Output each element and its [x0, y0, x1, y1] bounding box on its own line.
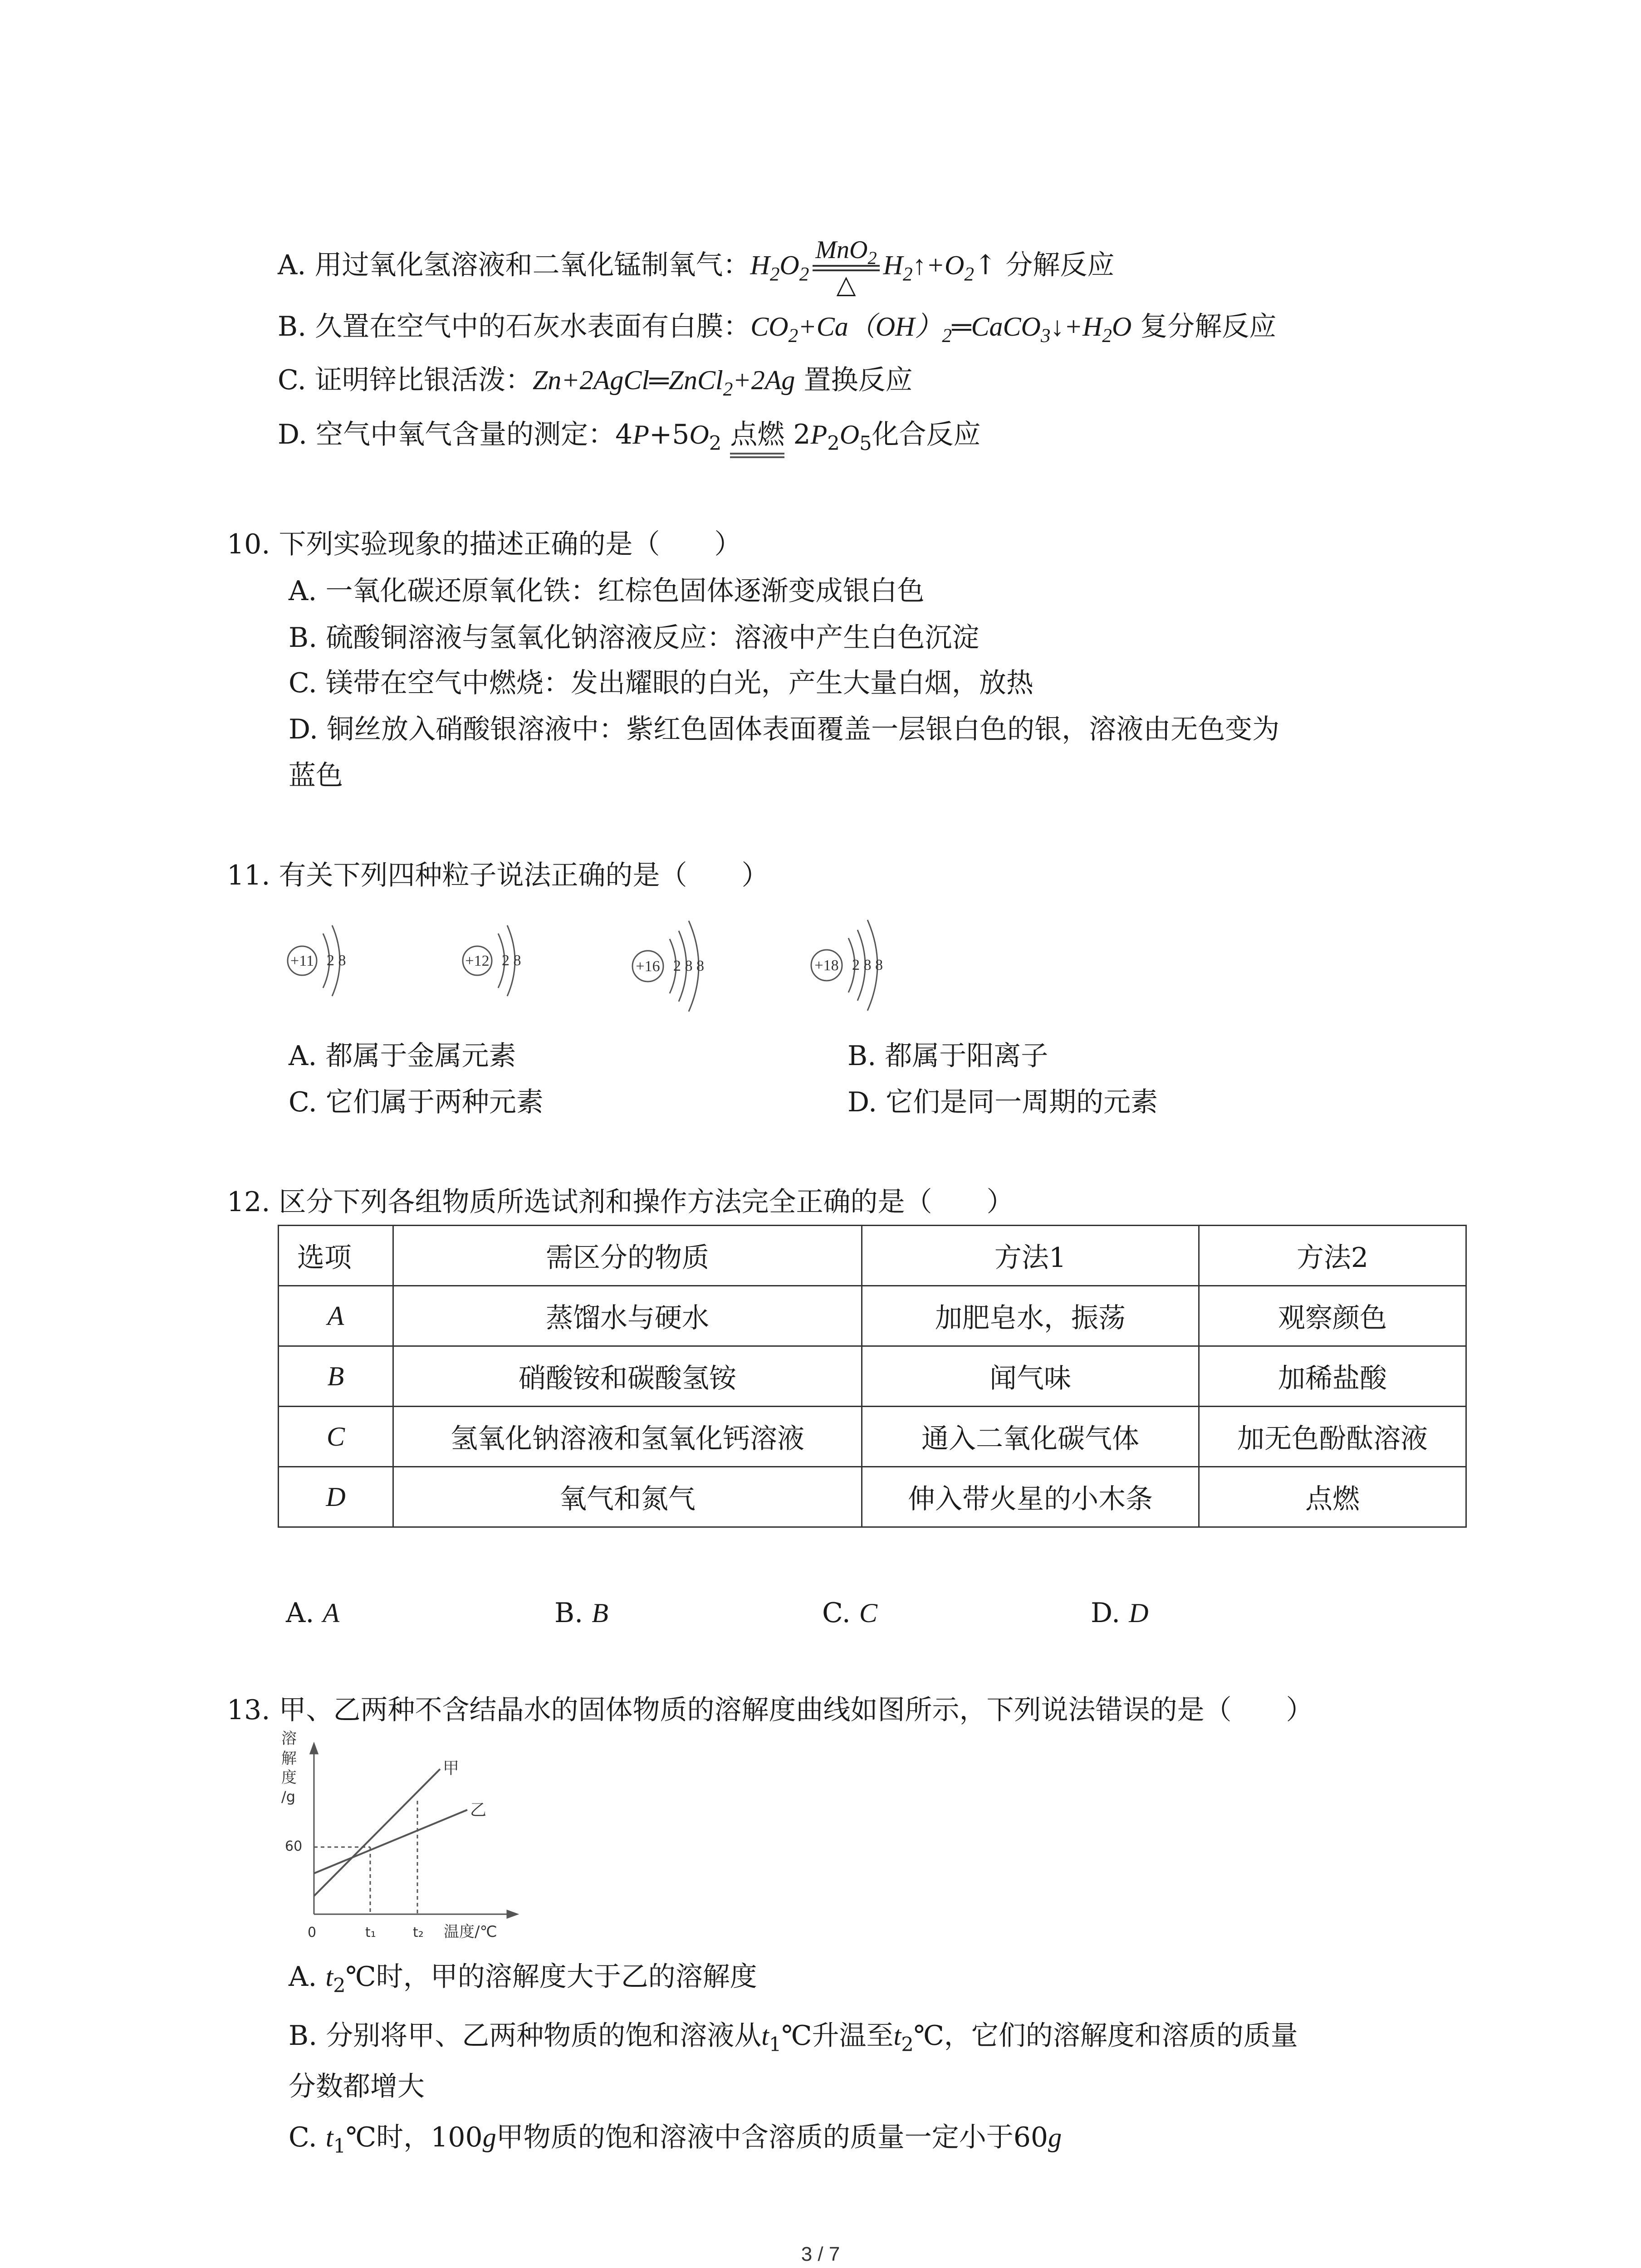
formula-part: O — [839, 420, 860, 450]
page-number: 3 / 7 — [801, 2243, 840, 2265]
formula-sub: 2 — [709, 432, 722, 455]
table-cell: 加肥皂水，振荡 — [862, 1286, 1199, 1346]
nucleus-label: +18 — [814, 957, 839, 974]
q10-option-c: C. 镁带在空气中燃烧：发出耀眼的白光，产生大量白烟，放热 — [289, 667, 1034, 699]
temp-var: t — [325, 1962, 333, 1992]
x-tick-t2: t₂ — [413, 1925, 424, 1941]
formula-sub: 2 — [902, 264, 913, 285]
particle-mg-2plus — [463, 925, 521, 996]
q10-option-d: D. 铜丝放入硝酸银溶液中：紫红色固体表面覆盖一层银白色的银，溶液由无色变为 — [289, 714, 1280, 745]
formula-part: P — [810, 420, 828, 450]
q12-stem: 12. 区分下列各组物质所选试剂和操作方法完全正确的是（ ） — [227, 1186, 1014, 1218]
shell-electrons: 2 8 8 — [673, 958, 704, 974]
formula-part: CO — [750, 312, 789, 342]
q9-b-text: B. 久置在空气中的石灰水表面有白膜： — [278, 311, 751, 342]
x-axis-arrow — [507, 1911, 517, 1918]
reaction-type: 分解反应 — [997, 249, 1115, 281]
formula-sub: 2 — [788, 325, 798, 347]
formula-part: +Ca（OH） — [798, 312, 942, 342]
q12-choice-d — [1091, 1596, 1148, 1630]
reaction-type: 置换反应 — [795, 364, 913, 396]
reaction-type: 复分解反应 — [1132, 311, 1277, 342]
q13-stem: 13. 甲、乙两种不含结晶水的固体物质的溶解度曲线如图所示，下列说法错误的是（ ） — [227, 1694, 1313, 1726]
formula-sub: 2 — [827, 432, 840, 455]
nucleus-label: +11 — [290, 953, 314, 969]
q10-option-d-cont: 蓝色 — [289, 760, 343, 792]
option-text: ℃时，甲的溶解度大于乙的溶解度 — [345, 1961, 757, 1993]
shell-electrons: 2 8 8 — [852, 957, 883, 973]
option-text: ℃，它们的溶解度和溶质的质量 — [913, 2020, 1298, 2052]
particle-s-2minus — [632, 921, 704, 1012]
q9-a-text: A. 用过氧化氢溶液和二氧化锰制氧气： — [278, 249, 750, 281]
table-header-cell: 方法1 — [862, 1226, 1199, 1286]
formula-part: 2 — [793, 419, 811, 450]
table-cell: B — [279, 1346, 393, 1407]
table-cell: 硝酸铵和碳酸氢铵 — [393, 1346, 862, 1407]
table-cell: 观察颜色 — [1199, 1286, 1466, 1346]
catalyst-sub: 2 — [867, 247, 877, 268]
table-cell: 闻气味 — [862, 1346, 1199, 1407]
formula-sub: 2 — [723, 378, 733, 400]
temp-sub: 2 — [901, 2033, 914, 2056]
table-cell: C — [279, 1407, 393, 1467]
unit: g — [482, 2122, 496, 2152]
formula-sub: 2 — [799, 264, 809, 285]
atom-structure-diagrams — [272, 907, 953, 1016]
q9-option-b — [278, 309, 1277, 347]
reaction-condition: 点燃 — [730, 417, 784, 455]
formula-part: P — [632, 420, 649, 450]
table-header-row — [279, 1226, 1466, 1286]
formula-part: O — [689, 420, 709, 450]
particle-ar — [811, 920, 883, 1011]
formula-part: ═CaCO — [951, 312, 1041, 342]
particle-na-plus — [288, 925, 346, 996]
table-cell: 通入二氧化碳气体 — [862, 1407, 1199, 1467]
temp-var: t — [761, 2021, 769, 2051]
q11-option-a: A. 都属于金属元素 — [289, 1040, 516, 1072]
option-text: B. 分别将甲、乙两种物质的饱和溶液从 — [289, 2020, 762, 2052]
heat-symbol: △ — [836, 270, 856, 299]
y-tick-60: 60 — [285, 1838, 303, 1854]
series-label-yi: 乙 — [470, 1801, 487, 1819]
q13-option-c — [289, 2120, 1062, 2158]
table-cell: 加无色酚酞溶液 — [1199, 1407, 1466, 1467]
formula-part: ↑ — [974, 249, 997, 281]
catalyst: MnO — [815, 236, 868, 264]
y-axis-label: /g — [281, 1788, 296, 1805]
table-cell: 点燃 — [1199, 1467, 1466, 1527]
option-prefix: A. — [289, 1961, 326, 1993]
q13-option-b — [289, 2019, 1298, 2056]
shell-electrons: 2 8 — [502, 952, 521, 969]
formula-part: ↓+H — [1050, 312, 1102, 342]
formula-sub: 2 — [964, 264, 974, 285]
q11-option-c: C. 它们属于两种元素 — [289, 1086, 544, 1118]
table-header-cell: 选项 — [279, 1226, 393, 1286]
formula-part: ↑+ — [912, 250, 945, 280]
table-cell: 伸入带火星的小木条 — [862, 1467, 1199, 1527]
origin-label: 0 — [308, 1925, 317, 1941]
choice-label: B. — [554, 1597, 583, 1629]
q9-option-d — [278, 417, 981, 455]
formula-sub: 5 — [859, 432, 872, 455]
temp-sub: 1 — [333, 2135, 346, 2158]
formula-part: +2Ag — [733, 365, 795, 395]
table-cell: 蒸馏水与硬水 — [393, 1286, 862, 1346]
choice-label: C. — [822, 1597, 851, 1629]
table-header-cell: 方法2 — [1199, 1226, 1466, 1286]
q12-choice-c — [822, 1596, 877, 1630]
formula-part: Zn+2AgCl═ZnCl — [532, 365, 723, 395]
table-row — [279, 1286, 1466, 1346]
y-axis-label: 溶 — [281, 1730, 297, 1748]
table-row — [279, 1467, 1466, 1527]
q12-choice-a — [286, 1596, 339, 1630]
temp-sub: 1 — [769, 2033, 782, 2056]
comparison-table — [278, 1225, 1467, 1528]
series-label-jia: 甲 — [443, 1759, 460, 1778]
q11-stem: 11. 有关下列四种粒子说法正确的是（ ） — [227, 860, 769, 891]
choice-value: B — [592, 1598, 608, 1628]
choice-label: A. — [286, 1597, 314, 1629]
table-cell: A — [279, 1286, 393, 1346]
nucleus-label: +16 — [636, 958, 660, 975]
formula-sub: 2 — [769, 264, 780, 285]
formula-sub: 3 — [1040, 325, 1051, 347]
q13-option-b-cont: 分数都增大 — [289, 2071, 425, 2102]
option-text: ℃升温至 — [781, 2020, 894, 2052]
table-cell: 加稀盐酸 — [1199, 1346, 1466, 1407]
q9-c-text: C. 证明锌比银活泼： — [278, 364, 533, 396]
q9-d-text: D. 空气中氧气含量的测定：4 — [278, 419, 633, 450]
table-cell: 氢氧化钠溶液和氢氧化钙溶液 — [393, 1407, 862, 1467]
unit: g — [1048, 2122, 1062, 2152]
x-axis-label: 温度/℃ — [444, 1923, 497, 1941]
q11-option-b: B. 都属于阳离子 — [847, 1040, 1048, 1072]
q11-option-d: D. 它们是同一周期的元素 — [847, 1086, 1158, 1118]
formula-part: H — [883, 250, 903, 280]
q10-stem: 10. 下列实验现象的描述正确的是（ ） — [227, 528, 742, 560]
formula-sub: 2 — [942, 325, 952, 347]
table-cell: D — [279, 1467, 393, 1527]
table-header-cell: 需区分的物质 — [393, 1226, 862, 1286]
choice-value: A — [323, 1598, 340, 1628]
formula-part: H — [750, 250, 770, 280]
y-axis-arrow — [310, 1744, 318, 1754]
table-row — [279, 1346, 1466, 1407]
temp-var: t — [893, 2021, 901, 2051]
nucleus-label: +12 — [465, 953, 490, 969]
formula-sub: 2 — [1102, 325, 1112, 347]
temp-var: t — [325, 2122, 333, 2152]
shell-electrons: 2 8 — [327, 952, 346, 969]
temp-sub: 2 — [333, 1974, 346, 1997]
option-prefix: C. — [289, 2121, 326, 2153]
x-tick-t1: t₁ — [365, 1925, 376, 1941]
table-row — [279, 1407, 1466, 1467]
choice-label: D. — [1091, 1597, 1121, 1629]
solubility-curve-diagram — [272, 1728, 563, 1946]
formula-part: O — [945, 250, 965, 280]
q13-option-a — [289, 1960, 757, 1997]
option-text: 甲物质的饱和溶液中含溶质的质量一定小于60 — [496, 2121, 1048, 2153]
q9-option-c — [278, 363, 913, 400]
y-axis-label: 解 — [281, 1750, 297, 1768]
curve-jia — [314, 1769, 440, 1896]
formula-part: +5 — [649, 419, 690, 450]
y-axis-label: 度 — [281, 1769, 297, 1787]
q9-option-a — [278, 236, 1114, 298]
reaction-condition — [813, 236, 879, 298]
option-text: ℃时，100 — [346, 2121, 483, 2153]
choice-value: D — [1129, 1598, 1149, 1628]
reaction-type: 化合反应 — [872, 419, 981, 450]
choice-value: C — [859, 1598, 877, 1628]
q10-option-a: A. 一氧化碳还原氧化铁：红棕色固体逐渐变成银白色 — [289, 575, 925, 607]
q10-option-b: B. 硫酸铜溶液与氢氧化钠溶液反应：溶液中产生白色沉淀 — [289, 622, 980, 654]
table-cell: 氧气和氮气 — [393, 1467, 862, 1527]
q12-choice-b — [554, 1596, 608, 1630]
formula-part: O — [779, 250, 799, 280]
formula-part: O — [1112, 312, 1132, 342]
